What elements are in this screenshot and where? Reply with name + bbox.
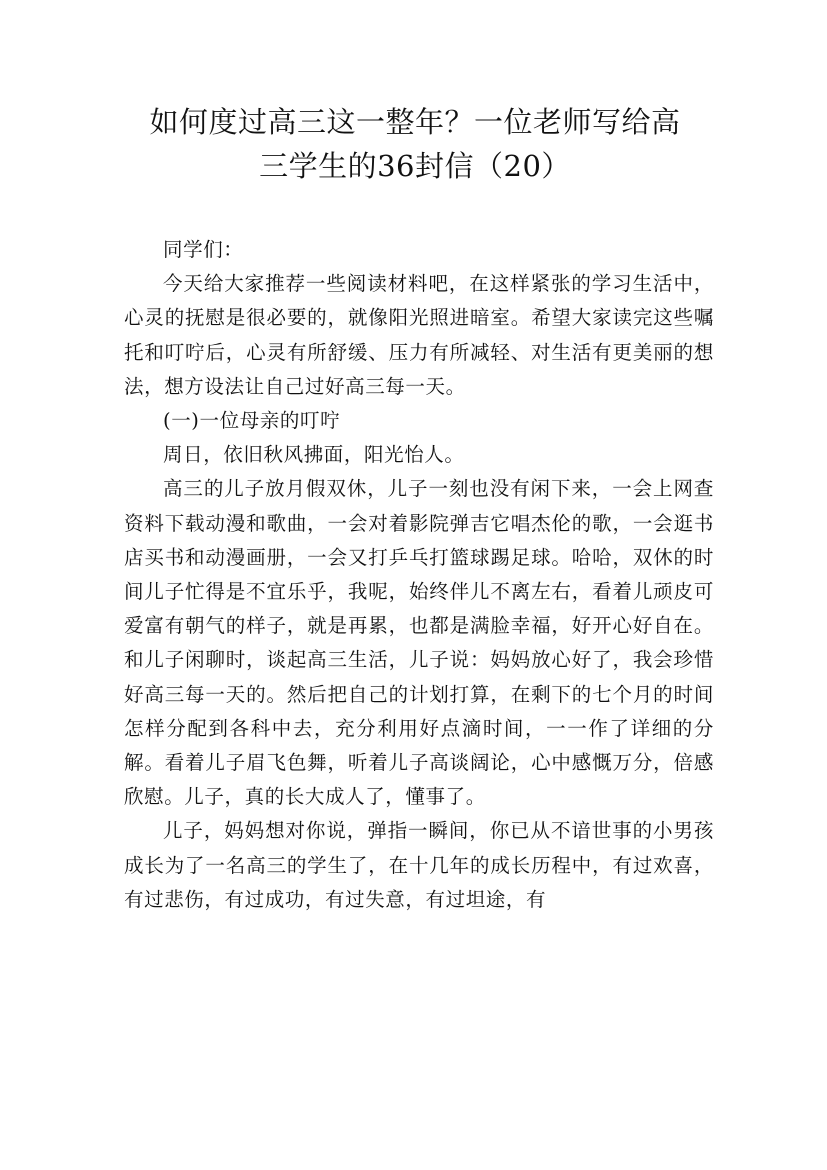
paragraph-intro: 今天给大家推荐一些阅读材料吧，在这样紧张的学习生活中，心灵的抚慰是很必要的，就像阳光照进暗室。希望大家读完这些嘱托和叮咛后，心灵有所舒缓、压力有所减轻、对生活有更美丽的想法，想方设法让自己过好高三每一天。 [124, 272, 714, 398]
paragraph-son-weekend: 高三的儿子放月假双休，儿子一刻也没有闲下来，一会上网查资料下载动漫和歌曲，一会对着影院弹吉它唱杰伦的歌，一会逛书店买书和动漫画册，一会又打乒乓打篮球踢足球。哈哈，双休的时间儿子忙得是不宜乐乎，我呢，始终伴儿不离左右，看着儿顽皮可爱富有朝气的样子，就是再累，也都是满脸幸福，好开心好自在。和儿子闲聊时，谈起高三生活，儿子说：妈妈放心好了，我会珍惜好高三每一天的。然后把自己的计划打算，在剩下的七个月的时间怎样分配到各科中去，充分利用好点滴时间，一一作了详细的分解。看着儿子眉飞色舞，听着儿子高谈阔论，心中感慨万分，倍感欣慰。儿子，真的长大成人了，懂事了。 [124, 477, 714, 809]
paragraph-mother-says: 儿子，妈妈想对你说，弹指一瞬间，你已从不谙世事的小男孩成长为了一名高三的学生了，在十几年的成长历程中，有过欢喜，有过悲伤，有过成功，有过失意，有过坦途，有 [124, 819, 714, 911]
document-title [120, 100, 710, 188]
section-heading: (一)一位母亲的叮咛 [163, 409, 341, 433]
title-line-2: 三学生的36封信（20） [259, 149, 571, 183]
greeting: 同学们： [163, 238, 244, 261]
document-body [124, 233, 714, 917]
paragraph-sunday: 周日，依旧秋风拂面，阳光怡人。 [163, 443, 465, 467]
title-line-1: 如何度过高三这一整年？一位老师写给高 [149, 105, 681, 139]
